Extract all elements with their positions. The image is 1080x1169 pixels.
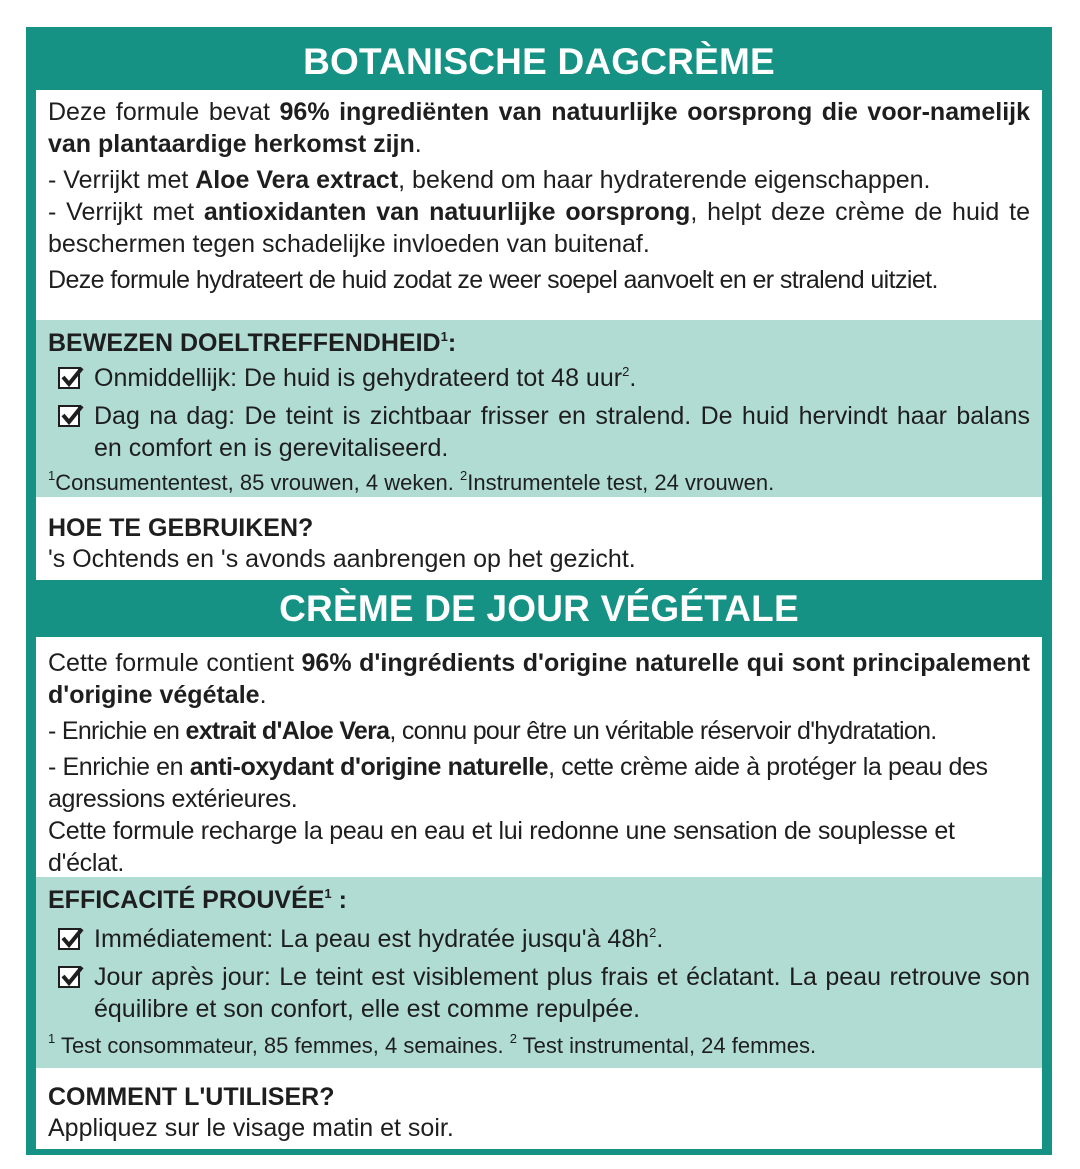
nl-title: BOTANISCHE DAGCRÈME [32,33,1046,90]
checkbox-checked-icon [58,928,80,950]
nl-bullet-aloe-bold: Aloe Vera extract [195,166,399,194]
nl-intro-bold: 96% ingrediënten van natuurlijke oorsprong die voor-namelijk van plantaardige herkomst zijn [48,98,1030,158]
nl-hydration-paragraph: Deze formule hydrateert de huid zodat ze weer soepel aanvoelt en er stralend uitziet. [48,266,938,294]
fr-proof-heading-sup: 1 [324,886,332,902]
fr-usage-section [36,1068,1042,1149]
checkbox-checked-icon [58,367,80,389]
nl-proof-heading-colon: : [447,329,457,358]
checkbox-checked-icon [58,966,80,988]
fr-intro-paragraph [48,647,1030,711]
nl-proof-heading-sup: 1 [440,329,448,345]
fr-proof-heading-text: EFFICACITÉ PROUVÉE [48,886,325,915]
fr-footnote-2: Test instrumental, 24 femmes. [516,1033,817,1059]
fr-proof-item-2-text: Jour après jour: Le teint est visiblement plus frais et éclatant. La peau retrouve son équilibre et son confort, elle est comme repulpée. [94,963,1030,1024]
fr-intro-end: . [259,681,267,710]
fr-footnote [48,1031,1030,1068]
checkbox-checked-icon [58,405,80,427]
label-panel [26,27,1052,1155]
nl-footnote-2-sup: 2 [460,468,468,484]
nl-bullet-antioxidant [48,196,1030,260]
fr-bullet-aloe-text: , connu pour être un véritable réservoir d'hydratation. [389,717,937,746]
fr-proof-item-1 [48,923,1030,959]
nl-proof-heading [48,328,1030,362]
nl-proof-item-1-end: . [629,364,637,393]
fr-bullet-antiox-prefix: - Enrichie en [48,753,190,782]
nl-proof-item-1-text [94,362,1030,398]
fr-proof-heading-colon: : [331,886,347,915]
fr-usage-text: Appliquez sur le visage matin et soir. [48,1114,454,1143]
fr-proof-heading [48,885,1030,919]
fr-proof-item-1-sup: 2 [649,925,657,941]
fr-bullet-antiox-bold: anti-oxydant d'origine naturelle [189,753,549,782]
nl-bullet-antiox-prefix: - Verrijkt met [48,198,204,226]
fr-proof-item-1-main: Immédiatement: La peau est hydratée jusqu'à 48h [94,925,650,954]
fr-proof-item-1-end: . [656,925,664,954]
nl-bullet-aloe [48,164,1030,196]
nl-footnote-2: Instrumentele test, 24 vrouwen. [467,470,775,496]
nl-usage-section [36,497,1042,580]
fr-proof-item-1-text [94,923,1030,959]
nl-intro-text: Deze formule bevat [48,98,280,126]
nl-proof-heading-text: BEWEZEN DOELTREFFENDHEID [48,329,441,358]
fr-usage-heading: COMMENT L'UTILISER? [48,1083,335,1112]
fr-intro-text: Cette formule contient [48,649,302,678]
nl-proof-section [36,320,1042,497]
nl-footnote-1: Consumententest, 85 vrouwen, 4 weken. [55,470,461,496]
nl-bullet-antiox-text: , helpt deze crème de huid te beschermen tegen schadelijke invloeden van buitenaf. [48,198,1030,258]
fr-proof-section [36,877,1042,1068]
fr-title: CRÈME DE JOUR VÉGÉTALE [32,580,1046,637]
nl-footnote-1-sup: 1 [48,468,56,484]
nl-proof-item-1-sup: 2 [622,364,630,380]
nl-bullet-aloe-text: , bekend om haar hydraterende eigenschappen. [398,166,931,194]
fr-intro-section [36,637,1042,877]
fr-hydration-paragraph: Cette formule recharge la peau en eau et lui redonne une sensation de souplesse et d'éclat. [48,817,955,878]
fr-bullet-aloe-prefix: - Enrichie en [48,717,186,746]
nl-intro-paragraph [48,96,1030,160]
nl-proof-item-1-main: Onmiddellijk: De huid is gehydrateerd tot 48 uur [94,364,623,393]
fr-bullet-aloe-bold: extrait d'Aloe Vera [185,717,390,746]
nl-intro-end: . [414,130,422,158]
nl-intro-section [36,90,1042,320]
nl-proof-item-2 [48,400,1030,464]
fr-proof-item-2 [48,961,1030,1025]
fr-bullet-antioxidant [48,751,1030,815]
fr-bullet-antiox-text: , cette crème aide à protéger la peau des agressions extérieures. [48,753,988,814]
fr-footnote-1: Test consommateur, 85 femmes, 4 semaines. [55,1033,510,1059]
fr-intro-bold: 96% d'ingrédients d'origine naturelle qui sont principalement d'origine végétale [48,649,1031,710]
nl-usage-text: 's Ochtends en 's avonds aanbrengen op het gezicht. [48,545,636,574]
nl-proof-item-2-text: Dag na dag: De teint is zichtbaar frisser en stralend. De huid hervindt haar balans en comfort en is gerevitaliseerd. [94,402,1030,463]
nl-usage-heading: HOE TE GEBRUIKEN? [48,514,314,543]
fr-footnote-2-sup: 2 [509,1031,517,1047]
nl-bullet-aloe-prefix: - Verrijkt met [48,166,196,194]
nl-proof-item-1 [48,362,1030,398]
fr-bullet-aloe [48,715,1030,747]
nl-bullet-antiox-bold: antioxidanten van natuurlijke oorsprong [203,198,691,226]
fr-footnote-1-sup: 1 [48,1031,56,1047]
